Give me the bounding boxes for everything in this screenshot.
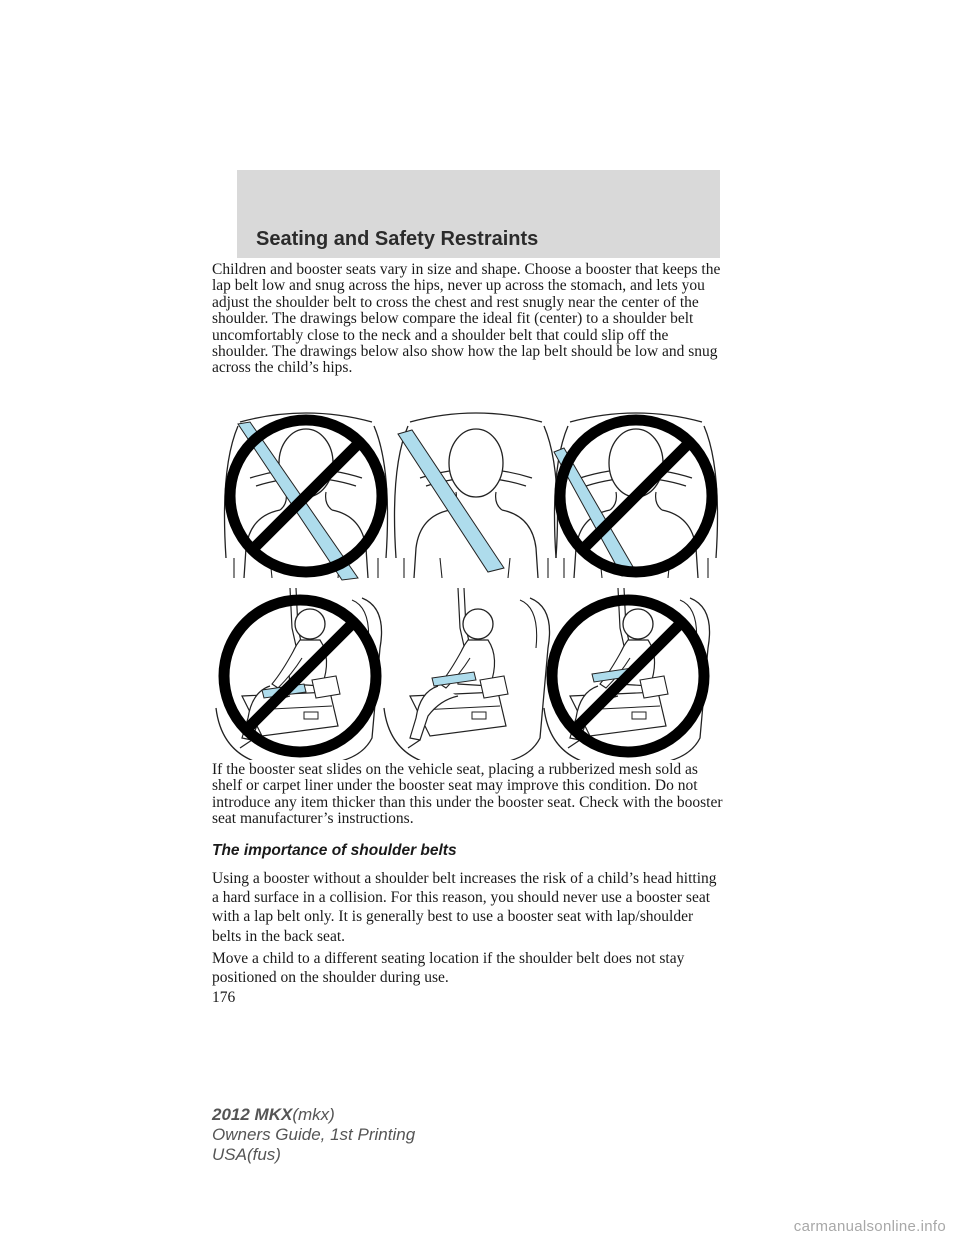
section-header	[237, 170, 720, 258]
usage-paragraph: Using a booster without a shoulder belt increases the risk of a child’s head hitting a hard surface in a collision. For this reason, you should never use a booster seat with a lap belt only. It is generally best to use a booster seat with lap/shoulder belts in the back seat.	[212, 870, 717, 945]
mesh-paragraph: If the booster seat slides on the vehicle seat, placing a rubberized mesh sold as shelf or carpet liner under the booster seat may improve this condition. Do not introduce any item thicker than this under the booster seat. Check with the booster seat manufacturer’s instructions.	[212, 761, 723, 828]
intro-paragraph: Children and booster seats vary in size and shape. Choose a booster that keeps the lap belt low and snug across the hips, never up across the stomach, and lets you adjust the shoulder belt to cross the chest and rest snugly near the center of the shoulder. The drawings below compare the ideal fit (center) to a shoulder belt uncomfortably close to the neck and a shoulder belt that could slip off the shoulder. The drawings below also show how the lap belt should be low and snug across the child’s hips.	[212, 261, 721, 377]
footer	[212, 1105, 415, 1165]
move-paragraph: Move a child to a different seating location if the shoulder belt does not stay positioned on the shoulder during use.	[212, 950, 685, 987]
side-view-lap-belt-high	[540, 588, 718, 760]
footer-region-line: USA(fus)	[212, 1145, 281, 1164]
side-view-lap-belt-high	[212, 588, 390, 760]
watermark: carmanualsonline.info	[793, 1218, 946, 1235]
section-title: Seating and Safety Restraints	[256, 228, 539, 250]
page-number: 176	[212, 989, 236, 1006]
side-view-correct-lap-belt	[380, 588, 558, 760]
footer-guide-line: Owners Guide, 1st Printing	[212, 1125, 416, 1144]
subheading: The importance of shoulder belts	[212, 842, 457, 859]
rear-view-correct-fit	[390, 408, 562, 583]
rear-view-belt-off-shoulder	[550, 408, 722, 583]
rear-view-belt-near-neck	[220, 408, 392, 583]
footer-model-line: 2012 MKX(mkx)	[212, 1105, 335, 1124]
